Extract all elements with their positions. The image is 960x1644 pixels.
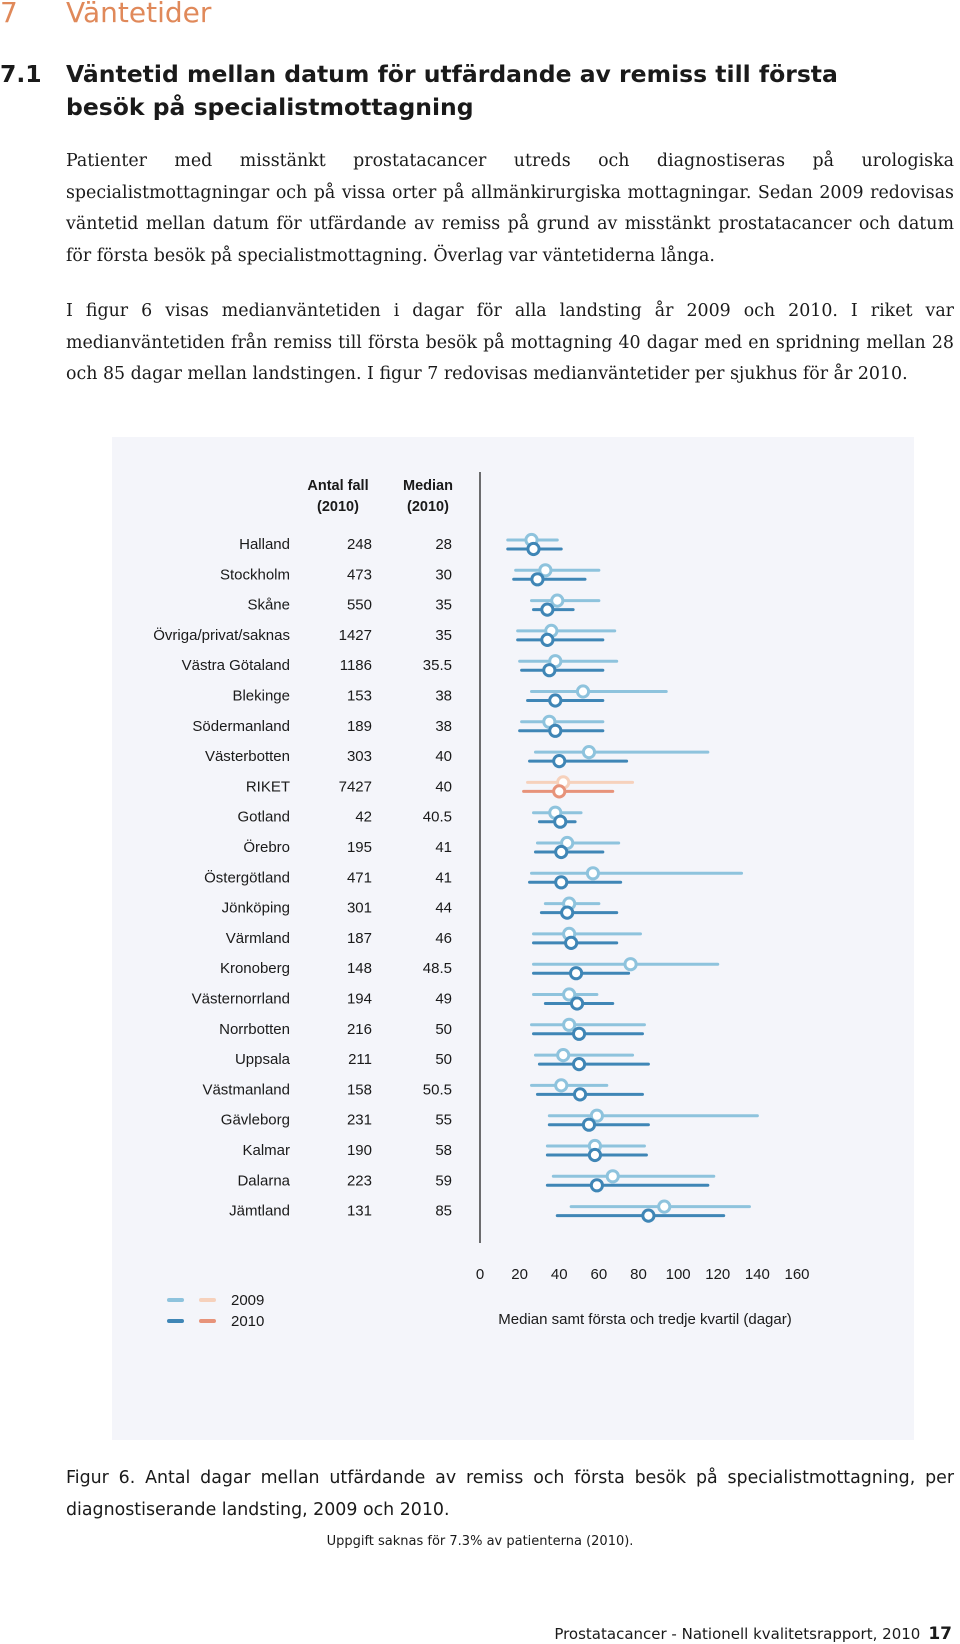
median-marker-2009 [659,1201,670,1212]
page-footer [554,1624,952,1644]
median-marker-2010 [589,1149,600,1160]
row-label: Kronoberg [219,960,290,978]
row-antal-fall: 187 [346,929,372,947]
row-median: 59 [435,1172,452,1190]
row-median: 28 [435,536,452,553]
col-header-median: Median [403,478,453,494]
row-median: 55 [435,1111,452,1129]
row-antal-fall: 195 [346,839,372,856]
col-header-median-year: (2010) [407,499,449,515]
row-median: 40 [435,748,452,766]
row-label: Skåne [247,596,290,614]
figure-6-chart [112,437,914,1440]
median-marker-2010 [550,725,561,736]
median-marker-2010 [554,756,565,767]
median-marker-2009 [577,686,588,697]
legend-label-2010: 2010 [231,1313,265,1330]
row-label: Västernorrland [191,990,290,1008]
row-antal-fall: 216 [346,1020,372,1038]
row-antal-fall: 194 [346,990,372,1008]
row-label: Norrbotten [219,1020,290,1038]
x-tick-label: 160 [784,1266,810,1283]
legend-label-2009: 2009 [231,1292,265,1309]
median-marker-2009 [587,868,598,879]
median-marker-2010 [542,634,553,645]
row-antal-fall: 471 [346,869,372,887]
row-antal-fall: 301 [346,899,372,917]
row-median: 35 [435,626,452,644]
median-marker-2009 [607,1171,618,1182]
row-label: Kalmar [242,1142,290,1159]
row-label: RIKET [245,778,290,796]
median-marker-2010 [550,695,561,706]
chart-canvas [112,437,914,1440]
row-median: 85 [435,1202,452,1220]
row-antal-fall: 153 [346,687,372,705]
median-marker-2010 [532,574,543,585]
row-median: 35 [435,596,452,614]
row-label: Dalarna [237,1172,290,1190]
row-antal-fall: 231 [346,1111,372,1129]
median-marker-2010 [566,937,577,948]
median-marker-2010 [573,1028,584,1039]
x-axis-label: Median samt första och tredje kvartil (dagar) [498,1311,792,1328]
row-median: 50 [435,1051,452,1069]
subsection-heading [0,58,920,124]
median-marker-2010 [556,877,567,888]
median-marker-2010 [542,604,553,615]
subsection-title: Väntetid mellan datum för utfärdande av remiss till första besök på specialistmottagning [66,60,838,121]
row-median: 50.5 [422,1081,452,1099]
row-antal-fall: 190 [346,1142,372,1159]
row-antal-fall: 158 [346,1081,372,1099]
x-tick-label: 100 [665,1266,691,1283]
median-marker-2009 [558,1050,569,1061]
row-label: Gotland [237,808,290,826]
row-antal-fall: 473 [346,566,372,584]
row-median: 49 [435,990,452,1008]
row-label: Gävleborg [220,1111,290,1129]
median-marker-2010 [643,1210,654,1221]
row-label: Halland [239,536,290,553]
row-antal-fall: 1427 [338,626,372,644]
median-marker-2010 [528,543,539,554]
median-marker-2010 [591,1180,602,1191]
row-antal-fall: 248 [346,536,372,553]
row-label: Östergötland [204,869,290,887]
row-median: 38 [435,687,452,705]
row-median: 41 [435,869,452,887]
row-antal-fall: 189 [346,717,372,735]
row-antal-fall: 1186 [339,657,372,675]
median-marker-2010 [570,968,581,979]
row-label: Blekinge [232,687,290,705]
median-marker-2010 [555,816,566,827]
median-marker-2009 [556,1080,567,1091]
row-antal-fall: 7427 [338,778,372,796]
row-label: Örebro [243,839,290,856]
row-label: Västerbotten [204,748,290,766]
row-median: 38 [435,717,452,735]
row-median: 50 [435,1020,452,1038]
median-marker-2009 [625,959,636,970]
row-antal-fall: 550 [346,596,372,614]
row-label: Värmland [225,929,290,947]
row-median: 40 [435,778,452,796]
median-marker-2010 [556,846,567,857]
median-marker-2009 [583,747,594,758]
row-label: Övriga/privat/saknas [153,626,290,644]
median-marker-2009 [564,1019,575,1030]
row-median: 30 [435,566,452,584]
median-marker-2010 [571,998,582,1009]
row-antal-fall: 303 [346,748,372,766]
x-tick-label: 60 [590,1266,608,1283]
figure-caption: Figur 6. Antal dagar mellan utfärdande av remiss och första besök på specialistmottagning, per diagnostiserande landsting, 2009 och 2010. [66,1468,954,1520]
median-marker-2009 [552,595,563,606]
median-marker-2010 [562,907,573,918]
row-antal-fall: 148 [346,960,372,978]
col-header-antal: Antal fall [307,478,369,494]
paragraph-figure-reference: I figur 6 visas medianväntetiden i dagar för alla landsting år 2009 och 2010. I riket var medianväntetiden från remiss till första besök på mottagning 40 dagar med en spridning mellan 28 och 85 dagar mellan landstingen. I figur 7 redovisas medianväntetider per sjukhus för år 2010. [66,301,954,384]
median-marker-2010 [574,1089,585,1100]
row-antal-fall: 131 [346,1202,372,1220]
median-marker-2010 [583,1119,594,1130]
row-label: Uppsala [234,1051,290,1069]
row-median: 58 [435,1142,452,1159]
median-marker-2010 [573,1059,584,1070]
x-tick-label: 20 [511,1266,528,1283]
page-number: 17 [928,1624,952,1644]
x-tick-label: 40 [550,1266,568,1283]
footer-title: Prostatacancer - Nationell kvalitetsrapport, 2010 [554,1625,921,1643]
subsection-number: 7.1 [0,60,42,88]
row-label: Jämtland [229,1202,290,1220]
row-antal-fall: 223 [346,1172,372,1190]
section-title: Väntetider [66,0,212,29]
row-antal-fall: 42 [355,808,372,826]
median-marker-2010 [544,665,555,676]
row-median: 48.5 [422,960,452,978]
col-header-antal-year: (2010) [317,499,359,515]
section-heading [0,0,211,29]
x-tick-label: 80 [630,1266,647,1283]
row-median: 46 [435,929,452,947]
row-median: 44 [435,899,452,917]
median-marker-2010 [554,786,565,797]
row-label: Västmanland [202,1081,290,1099]
x-tick-label: 0 [475,1266,485,1283]
row-median: 40.5 [422,808,452,826]
row-label: Södermanland [192,717,290,735]
x-tick-label: 120 [705,1266,731,1283]
row-median: 35.5 [422,657,452,675]
row-label: Stockholm [219,566,290,584]
x-tick-label: 140 [744,1266,770,1283]
row-antal-fall: 211 [348,1051,372,1069]
figure-note: Uppgift saknas för 7.3% av patienterna (2010). [326,1534,634,1549]
row-label: Västra Götaland [181,657,290,675]
row-median: 41 [435,839,452,856]
row-label: Jönköping [221,899,290,917]
paragraph-intro: Patienter med misstänkt prostatacancer utreds och diagnostiseras på urologiska specialistmottagningar och på vissa orter på allmänkirurgiska mottagningar. Sedan 2009 redovisas väntetid mellan datum för utfärdande av remiss på grund av misstänkt prostatacancer och datum för första besök på specialistmottagning. Överlag var väntetiderna långa. [66,151,954,266]
section-number: 7 [0,0,18,29]
